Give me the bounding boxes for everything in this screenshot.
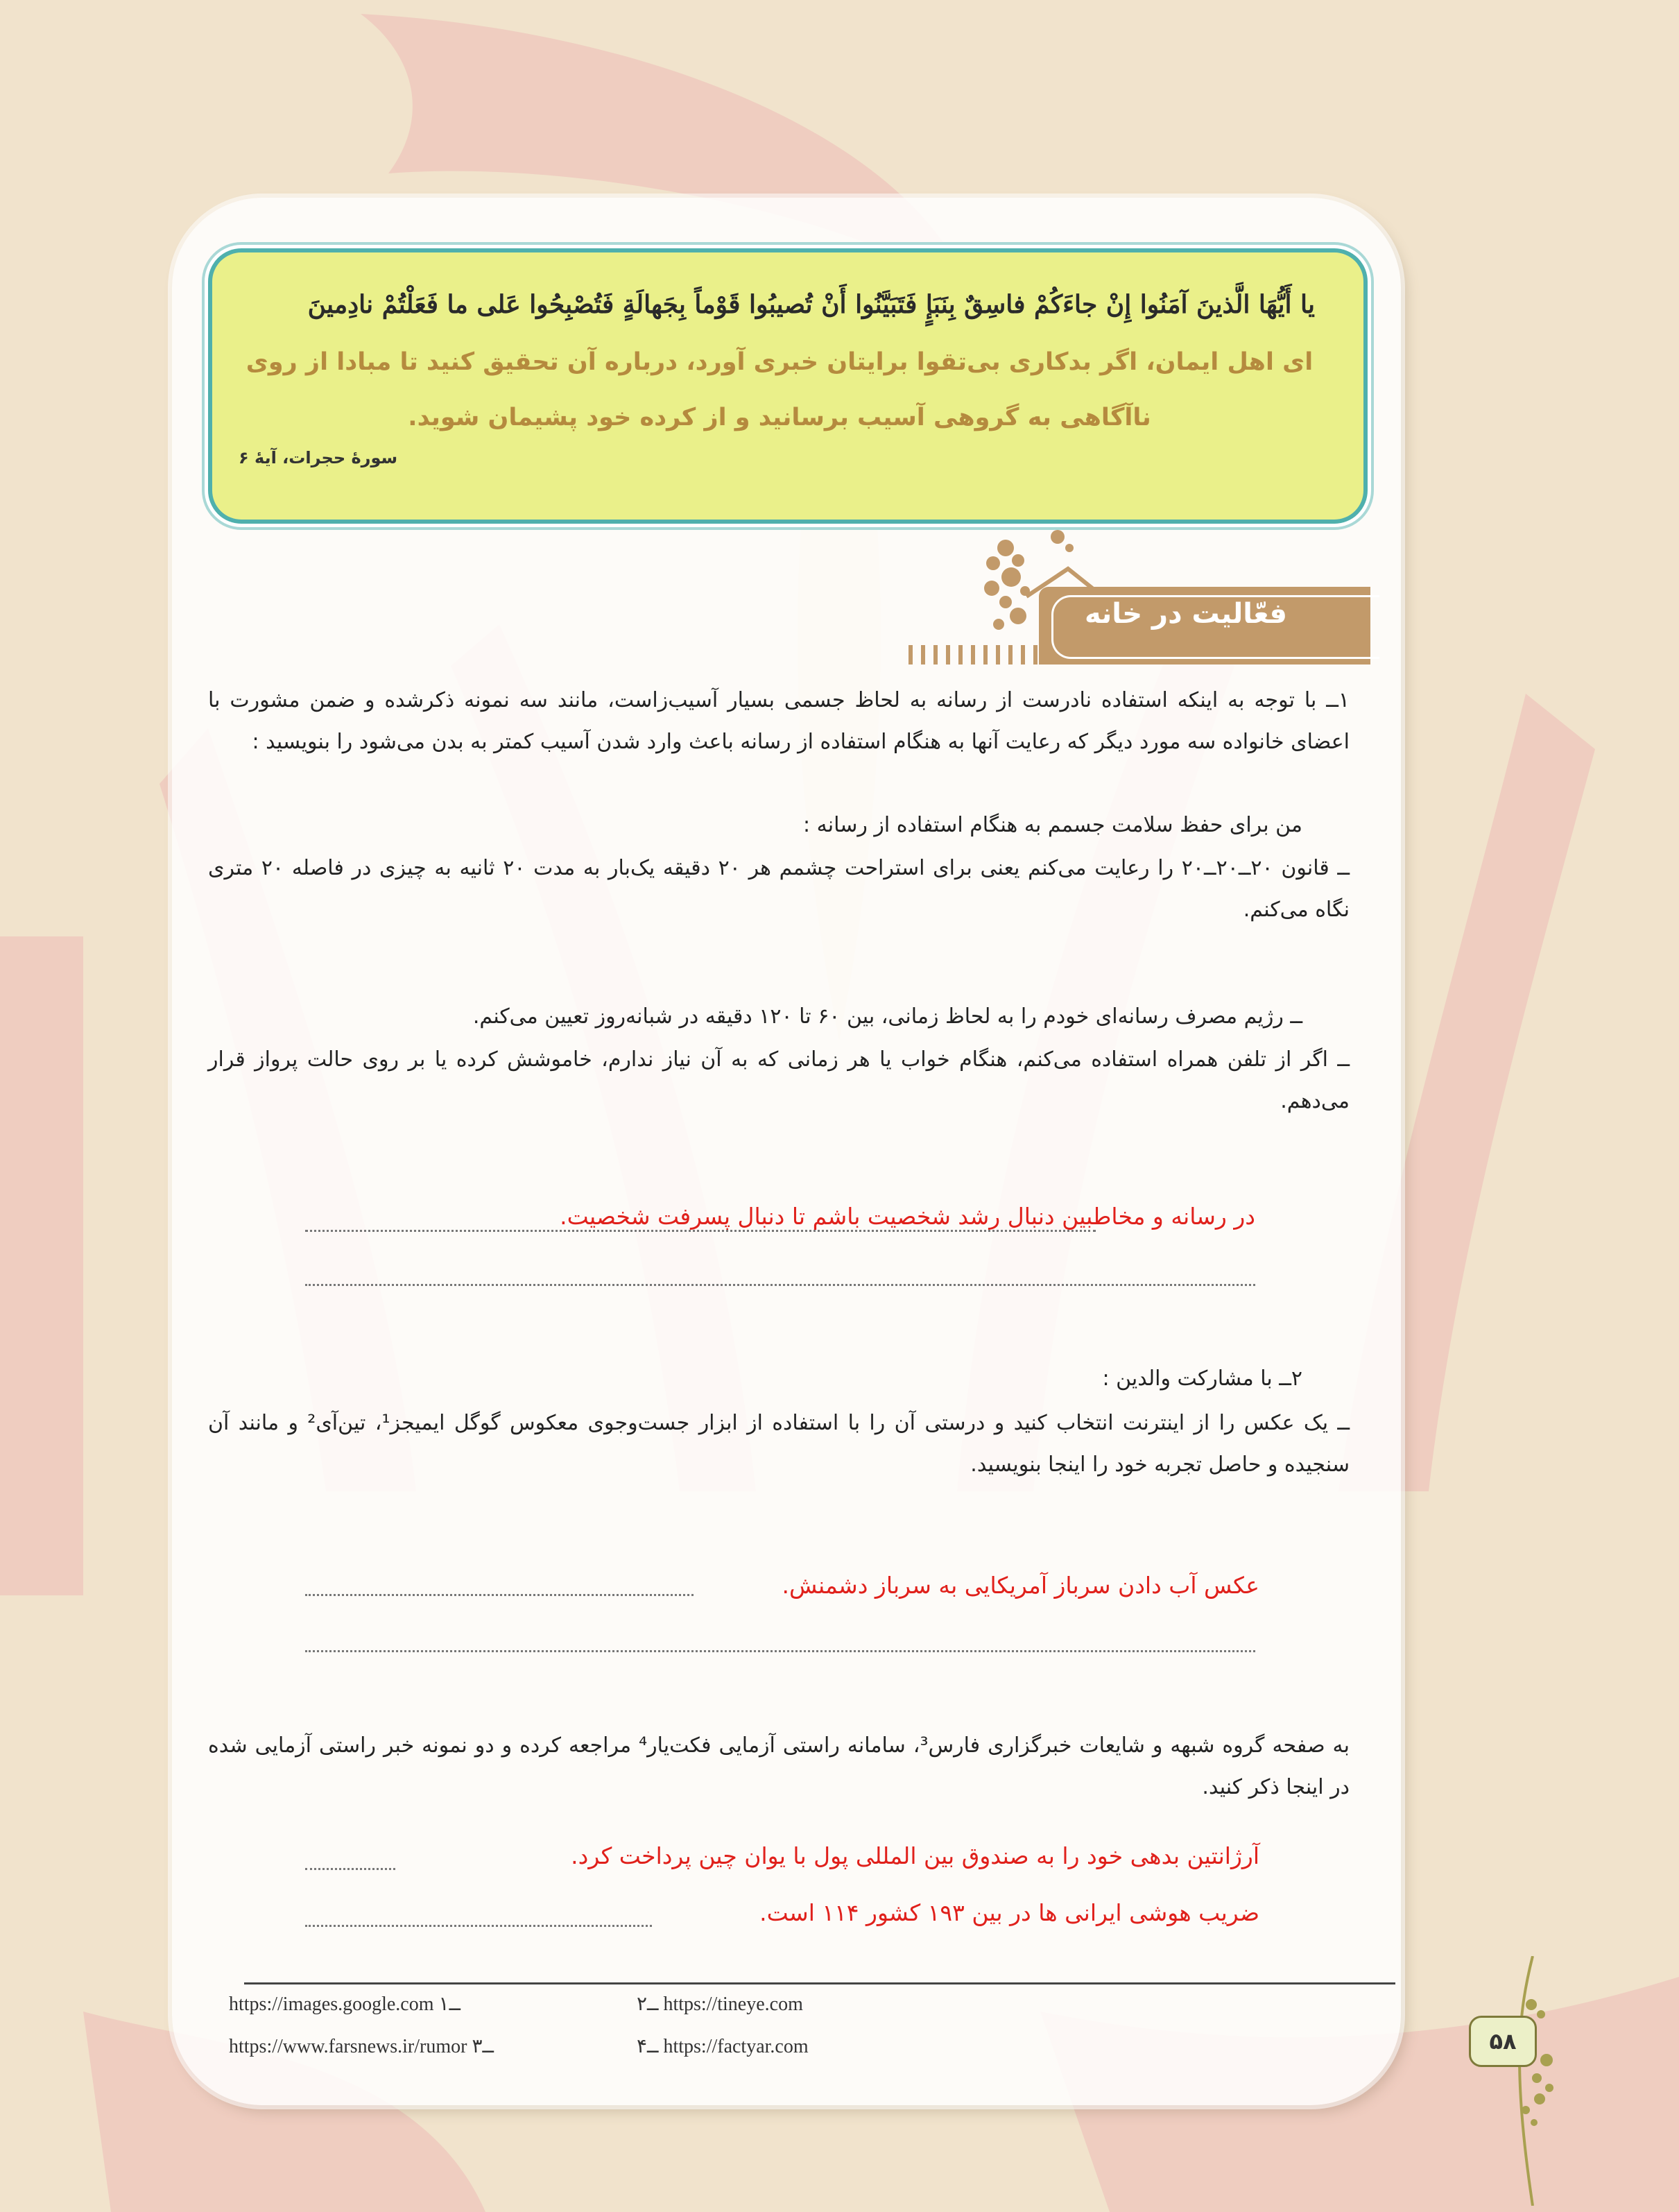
footnote-1[interactable]: https://images.google.com ــ۱ xyxy=(229,1994,460,2015)
answer-line xyxy=(305,1925,652,1927)
page-number: ۵۸ xyxy=(1469,2016,1537,2067)
activity3-text: به صفحه گروه شبهه و شایعات خبرگزاری فارس³، سامانه راستی آزمایی فکت‌یار⁴ مراجعه کرده و دو نمونه خبر راستی آزمایی شده در اینجا ذکر کنید. xyxy=(208,1733,1350,1799)
answer-line xyxy=(305,1650,1255,1652)
footnote-divider xyxy=(244,1982,1395,1984)
answer-line xyxy=(305,1868,395,1870)
section-title: فعّالیت در خانه xyxy=(1084,598,1287,630)
activity1-item3: ــ اگر از تلفن همراه استفاده می‌کنم، هنگام خواب یا هر زمانی که به آن نیاز ندارم، خاموشش کرده یا بر روی حالت پرواز قرار می‌دهم. xyxy=(208,1047,1350,1113)
activity3-answer2[interactable]: ضریب هوشی ایرانی ها در بین ۱۹۳ کشور ۱۱۴ است. xyxy=(759,1899,1259,1926)
activity1-item1: ــ قانون ۲۰ــ۲۰ــ۲۰ را رعایت می‌کنم یعنی برای استراحت چشمم هر ۲۰ دقیقه یک‌بار به مدت ۲۰ ثانیه به چیزی در فاصله ۲۰ متری نگاه می‌کنم. xyxy=(208,856,1350,922)
section-header xyxy=(1039,587,1370,665)
verse-translation: ای اهل ایمان، اگر بدکاری بی‌تقوا برایتان خبری آورد، درباره آن تحقیق کنید تا مبادا از روی ناآگاهی به گروهی آسیب برسانید و از کرده خود پشیمان شوید. xyxy=(246,348,1314,431)
activity2-answer[interactable]: عکس آب دادن سرباز آمریکایی به سرباز دشمنش. xyxy=(782,1572,1259,1599)
activity2-item: ــ یک عکس را از اینترنت انتخاب کنید و درستی آن را با استفاده از ابزار جست‌وجوی معکوس گوگل ایمیجز¹، تین‌آی² و مانند آن سنجیده و حاصل تجربه خود را اینجا بنویسید. xyxy=(208,1411,1350,1477)
footnote-3[interactable]: https://www.farsnews.ir/rumor ــ۳ xyxy=(229,2036,494,2057)
verse-source: سورۀ حجرات، آیۀ ۶ xyxy=(239,448,398,468)
activity1-item2: ــ رژیم مصرف رسانه‌ای خودم را به لحاظ زمانی، بین ۶۰ تا ۱۲۰ دقیقه در شبانه‌روز تعیین می‌کنم. xyxy=(472,1004,1302,1029)
verse-box xyxy=(208,248,1368,524)
activity3-answer1[interactable]: آرژانتین بدهی خود را به صندوق بین المللی پول با یوان چین پرداخت کرد. xyxy=(571,1842,1259,1869)
verse-arabic: يا أَيُّهَا الَّذينَ آمَنُوا إِنْ جاءَكُمْ فاسِقٌ بِنَبَإٍ فَتَبَيَّنُوا أَنْ تُصيبُوا قَوْماً بِجَهالَةٍ فَتُصْبِحُوا عَلى ما فَعَلْتُمْ نادِمينَ xyxy=(307,290,1315,319)
activity1-answer[interactable]: در رسانه و مخاطبین دنبال رشد شخصیت باشم تا دنبال پسرفت شخصیت. xyxy=(560,1203,1255,1230)
vine-decoration-icon xyxy=(1491,1956,1574,2206)
activity1-lead: من برای حفظ سلامت جسمم به هنگام استفاده از رسانه : xyxy=(803,813,1302,837)
footnote-2[interactable]: ــ۲ https://tineye.com xyxy=(637,1994,803,2015)
activity2-lead: ۲ــ با مشارکت والدین : xyxy=(1102,1366,1302,1391)
activity1-intro: ۱ــ با توجه به اینکه استفاده نادرست از رسانه به لحاظ جسمی بسیار آسیب‌زاست، مانند سه نمونه ذکرشده و ضمن مشورت با اعضای خانواده سه مورد دیگر که رعایت آنها به هنگام استفاده از رسانه باعث وارد شدن آسیب کمتر به بدن می‌شود را بنویسید : xyxy=(208,688,1350,754)
answer-line xyxy=(305,1594,694,1596)
footnote-4[interactable]: ــ۴ https://factyar.com xyxy=(637,2036,809,2057)
answer-line xyxy=(305,1284,1255,1286)
